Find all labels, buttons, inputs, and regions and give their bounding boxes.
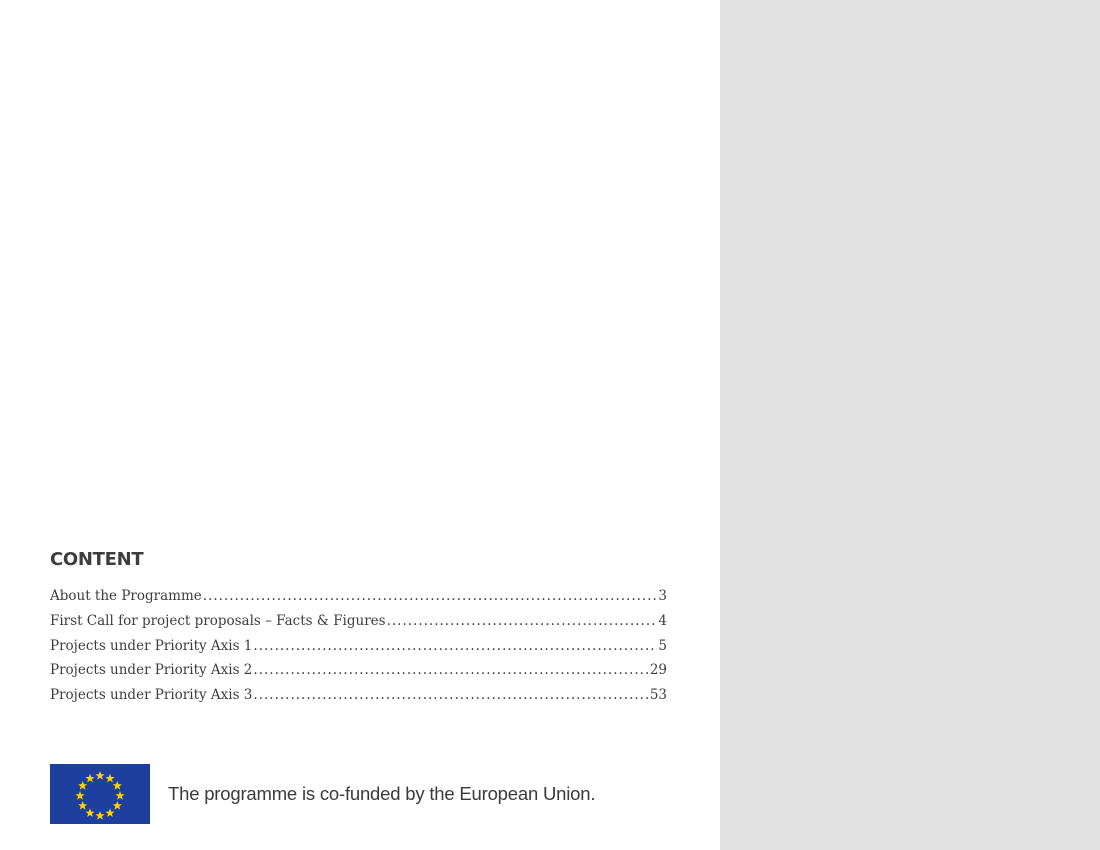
toc-entry[interactable] (50, 662, 667, 687)
toc-dot-leader (253, 638, 657, 654)
toc-entry-title: Projects under Priority Axis 1 (50, 637, 253, 654)
toc-entry[interactable] (50, 588, 667, 613)
toc-dot-leader (253, 687, 648, 703)
toc-entry-page: 29 (649, 662, 667, 679)
toc-entry-page: 5 (658, 637, 667, 654)
table-of-contents (50, 588, 667, 712)
toc-entry-title: First Call for project proposals – Facts & Figures (50, 612, 386, 629)
gray-side-panel (720, 0, 1100, 850)
toc-entry[interactable] (50, 638, 667, 663)
toc-dot-leader (203, 588, 658, 604)
toc-dot-leader (387, 613, 658, 629)
toc-entry-page: 4 (658, 612, 667, 629)
toc-entry[interactable] (50, 613, 667, 638)
toc-dot-leader (253, 662, 648, 678)
toc-entry-title: Projects under Priority Axis 2 (50, 662, 253, 679)
eu-flag-stars (75, 771, 124, 820)
toc-entry-page: 3 (658, 588, 667, 604)
toc-entry-title: Projects under Priority Axis 3 (50, 687, 253, 704)
cofunded-statement: The programme is co-funded by the European Union. (168, 783, 596, 804)
toc-entry[interactable] (50, 687, 667, 712)
toc-entry-page: 53 (649, 687, 667, 704)
eu-flag-icon (50, 764, 150, 824)
toc-entry-title: About the Programme (50, 588, 202, 604)
content-heading: CONTENT (50, 549, 144, 570)
